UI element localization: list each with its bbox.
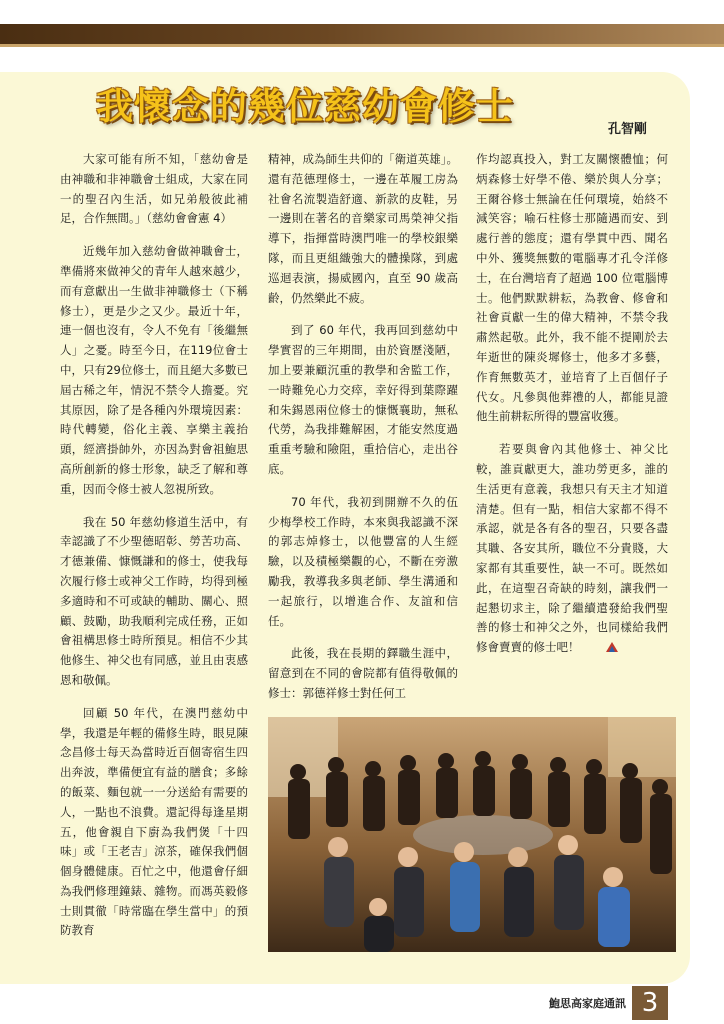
paragraph: 大家可能有所不知，「慈幼會是由神職和非神職會士組成，大家在同一的聖召內生活，如兄弟般彼此補足，合作無間。」（慈幼會會憲 4） [60,152,248,226]
paragraph: 回顧 50 年代，在澳門慈幼中學，我還是年輕的備修生時，眼見陳念昌修士每天為當時近百個寄宿生四出奔波，準備便宜有益的膳食；多餘的飯菜、麵包就一一分送給有需要的人，一點也不浪費。還記得每逢星期五，他會親自下廚為我們煲「十四味」或「王老吉」涼茶，確保我們個個身體健康。百忙之中，他還會仔細為我們修理鐘錶、雜物。而馮英毅修士則貫徹「時常臨在學生當中」的預防教育 [60,705,248,938]
paragraph [476,440,668,658]
text-column-1 [60,150,248,960]
group-photo [268,717,676,952]
header-bar [0,24,724,44]
paragraph: 此後，我在長期的鐸職生涯中，留意到在不同的會院都有值得敬佩的修士：郭德祥修士對任何工 [268,646,458,700]
page-number: 3 [632,986,668,1020]
publication-name: 鮑思高家庭通訊 [549,997,626,1010]
text-column-3 [476,150,668,698]
paragraph: 近幾年加入慈幼會做神職會士，準備將來做神父的青年人越來越少，而有意獻出一生做非神職修士（下稱修士），更是少之又少。最近十年，連一個也沒有，令人不免有「後繼無人」之憂。時至今日，在119位會士中，只有29位修士，而且絕大多數已屆古稀之年，情況不禁令人擔憂。究其原因，除了是各種內外環境因素：時代轉變，俗化主義、享樂主義抬頭，經濟掛帥外，亦因為對會祖鮑思高所創新的修士形象，缺乏了解和尊重，因而令修士被人忽視所致。 [60,244,248,496]
header-accent-line [0,44,724,47]
paragraph: 70 年代，我初到開辦不久的伍少梅學校工作時，本來與我認識不深的郭志焯修士，以他豐富的人生經驗，以及積極樂觀的心，不斷在旁激勵我，教導我多與老師、學生溝通和一起旅行，以增進合作、友誼和信任。 [268,494,458,628]
article-author: 孔智剛 [608,122,648,137]
paragraph: 作均認真投入，對工友關懷體恤；何炳森修士好學不倦、樂於與人分享；王爾谷修士無論在任何環境，始終不減笑容；喻石柱修士那隨遇而安、到處行善的態度；還有學貫中西、聞名中外、獲獎無數的電腦專才孔令洋修士，在台灣培育了超過 100 位電腦博士。他們默默耕耘，為教會、修會和社會貢獻一生的偉大精神，不禁令我肅然起敬。此外，我不能不提剛於去年逝世的陳炎墀修士，他多才多藝，作育無數英才，並培育了上百個仔子代女。凡參與他葬禮的人，都能見證他生前耕耘所得的豐富收獲。 [476,152,668,424]
text-column-2 [268,150,458,698]
paragraph: 精神，成為師生共仰的「衛道英雄」。還有范德理修士，一邊在革履工房為社會名流製造舒適、新款的皮鞋，另一邊則在著名的音樂家司馬榮神父指導下，指揮當時澳門唯一的學校銀樂隊，而且更組織強大的體操隊，到處巡迴表演，揚威國內，直至 90 歲高齡，仍然樂此不疲。 [268,152,458,305]
paragraph: 到了 60 年代，我再回到慈幼中學實習的三年期間，由於資歷淺陋，加上要兼顧沉重的教學和舍監工作，一時難免心力交瘁，幸好得到葉際躍和朱錫恩兩位修士的慷慨襄助，無私代勞，為我排難解困，才能安然度過重重考驗和險阻，重拾信心，走出谷底。 [268,323,458,476]
paragraph-text: 若要與會內其他修士、神父比較，誰貢獻更大，誰功勞更多，誰的生活更有意義，我想只有天主才知道清楚。但有一點，相信大家都不得不承認，就是各有各的聖召，只要各盡其職、各安其所，職位不分貴賤，大家都有其重要性，缺一不可。既然如此，在這聖召奇缺的時刻，讓我們一起懇切求主，除了繼續遣發給我們聖善的修士和神父之外，也同樣給我們修會賣賣的修士吧！ [476,442,668,655]
paragraph: 我在 50 年慈幼修道生活中，有幸認識了不少聖德昭彰、勞苦功高、才德兼備、慷慨謙和的修士，使我每次履行修士或神父工作時，均得到極多適時和不可或缺的輔助、關心、照顧、鼓勵，助我順利完成任務，正如會祖構思修士時所預見。相信不少其他修生、神父也有同感，並且由衷感恩和敬佩。 [60,514,248,687]
article-title: 我懷念的幾位慈幼會修士 [96,84,514,128]
salesian-emblem-icon [582,640,596,652]
